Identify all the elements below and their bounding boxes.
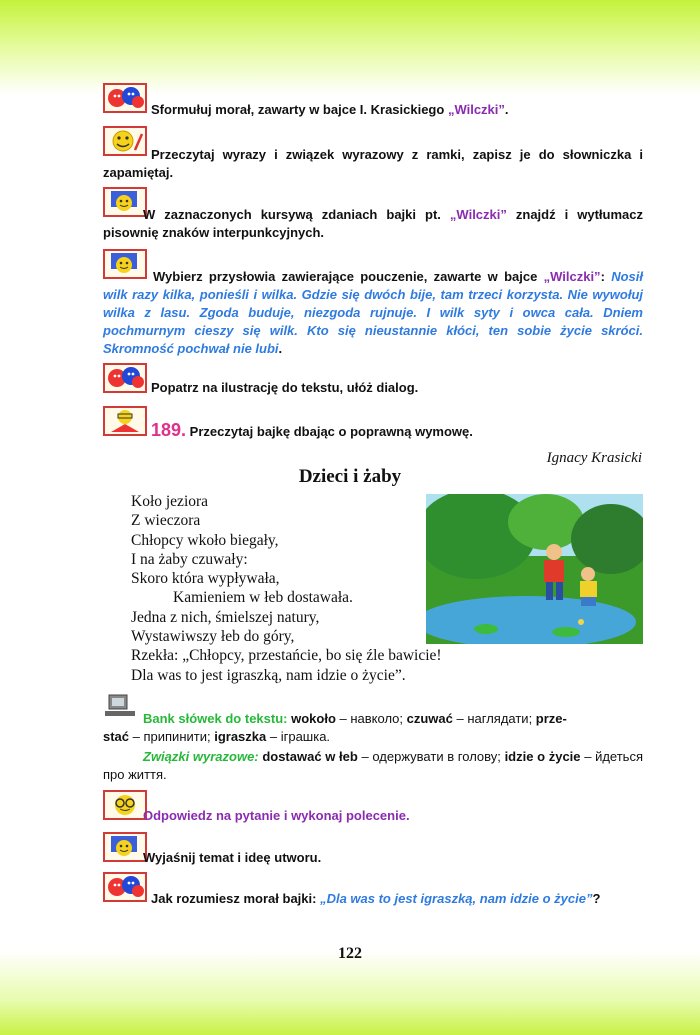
phrases-label: Związki wyrazowe:	[143, 749, 259, 764]
task-punctuation	[103, 206, 643, 242]
poem-title: Dzieci i żaby	[298, 466, 402, 487]
task-moral-end: .	[504, 102, 509, 117]
poem-line: Koło jeziora	[131, 493, 209, 510]
proverbs-list: Nosił wilk razy kilka, ponieśli i wilka. Gdzie się dwóch bije, tam trzeci korzysta. Nie wywołuj wilka z lasu. Zgoda buduje, niezgoda rujnuje. I wilk syty i owca cała. Dniem pochmurnym cieszy się wilk. Kto się nieustannie kłóci, ten sobie życie skróci. Skromność pochwał nie lubi	[103, 269, 643, 356]
bank-word-part: prze-	[535, 711, 567, 726]
poem-text	[131, 492, 442, 685]
question-theme	[103, 849, 643, 867]
bank-word: igraszka	[214, 729, 267, 744]
task-proverbs	[103, 268, 643, 358]
task-proverbs-colon: :	[600, 269, 605, 284]
bank-translation: – навколо;	[335, 711, 407, 726]
page-number: 122	[338, 945, 362, 962]
poem-line: Kamieniem w łeb dostawała.	[173, 589, 353, 607]
poem-line: Wystawiwszy łeb do góry,	[131, 628, 295, 646]
answer-instruction	[103, 807, 643, 825]
bank-word: wokoło	[291, 711, 336, 726]
phrase-translation: – йдеться про життя.	[103, 749, 643, 782]
question-moral-text: Jak rozumiesz morał bajki:	[151, 891, 321, 906]
task-dialog	[103, 379, 643, 397]
word-bank-label: Bank słówek do tekstu:	[143, 711, 288, 726]
illustration-boys-at-pond	[426, 494, 643, 644]
poem-line: Dla was to jest igraszką, nam idzie o życie”.	[131, 666, 406, 684]
bank-translation: – припинити;	[129, 729, 215, 744]
phrases	[103, 748, 643, 784]
task-proverbs-text: Wybierz przysłowia zawierające pouczenie, zawarte w bajce	[153, 269, 544, 284]
task-punctuation-rest: znajdź i wytłumacz pisownię znaków interpunkcyjnych.	[103, 207, 643, 240]
poem-line: Z wieczora	[131, 512, 201, 530]
task-dialog-text: Popatrz na ilustrację do tekstu, ułóż dialog.	[151, 380, 419, 395]
task-moral-title: „Wilczki”	[447, 102, 505, 117]
bank-word: czuwać	[406, 711, 453, 726]
bank-word-part: stać	[103, 729, 130, 744]
poem-line: Rzekła: „Chłopcy, przestańcie, bo się źle bawicie!	[131, 647, 442, 665]
exercise-189	[103, 421, 643, 441]
exercise-number: 189.	[151, 420, 187, 440]
question-theme-text: Wyjaśnij temat i ideę utworu.	[143, 850, 322, 865]
phrase: dostawać w łeb	[262, 749, 358, 764]
poem-line: Skoro która wypływała,	[131, 570, 280, 588]
task-moral-text: Sformułuj morał, zawarty w bajce I. Krasickiego	[151, 102, 448, 117]
bank-translation: – іграшка.	[266, 729, 331, 744]
poem-line: I na żaby czuwały:	[131, 550, 248, 568]
question-moral-end: ?	[592, 891, 601, 906]
task-vocabulary-text: Przeczytaj wyrazy i związek wyrazowy z ramki, zapisz je do słowniczka i zapamiętaj.	[103, 147, 643, 180]
phrase-translation: – одержувати в голову;	[357, 749, 505, 764]
word-bank	[103, 710, 643, 746]
proverbs-end: .	[278, 341, 283, 356]
answer-instruction-text: Odpowiedz na pytanie i wykonaj polecenie.	[143, 808, 410, 823]
task-proverbs-title: „Wilczki”	[543, 269, 601, 284]
task-punctuation-text: W zaznaczonych kursywą zdaniach bajki pt.	[143, 207, 450, 222]
bank-translation: – наглядати;	[452, 711, 536, 726]
poem-author: Ignacy Krasicki	[546, 450, 642, 466]
task-vocabulary	[103, 146, 643, 182]
question-moral-quote: „Dla was to jest igraszką, nam idzie o życie”	[320, 891, 593, 906]
question-moral	[103, 890, 643, 908]
poem-line: Jedna z nich, śmielszej natury,	[131, 608, 320, 626]
exercise-text: Przeczytaj bajkę dbając o poprawną wymowę.	[189, 424, 473, 439]
phrase: idzie o życie	[504, 749, 581, 764]
poem-line: Chłopcy wkoło biegały,	[131, 531, 279, 549]
task-punctuation-title: „Wilczki”	[449, 207, 507, 222]
task-moral	[103, 101, 643, 119]
